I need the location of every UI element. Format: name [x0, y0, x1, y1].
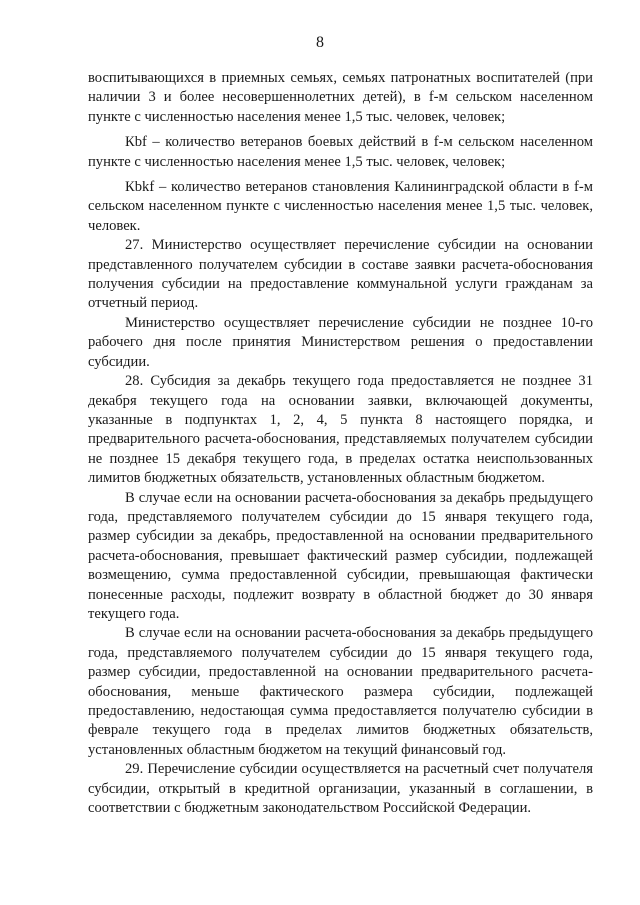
paragraph-kbkf-definition: Кbkf – количество ветеранов становления Калининградской области в f-м сельском населенном пункте с численностью населения менее 1,5 тыс. человек, человек.	[88, 179, 593, 234]
paragraph-shortfall-payment: В случае если на основании расчета-обоснования за декабрь предыдущего года, представляемого получателем субсидии до 15 января текущего года, размер субсидии, предоставленной на основании предварительного расчета-обоснования, меньше фактического размера субсидии, подлежащей предоставлению, недостающая сумма предоставляется получателю субсидии в феврале текущего года в пределах лимитов бюджетных обязательств, установленных областным бюджетом на текущий финансовый год.	[88, 625, 593, 758]
paragraph-excess-return: В случае если на основании расчета-обоснования за декабрь предыдущего года, представляемого получателем субсидии до 15 января текущего года, размер субсидии за декабрь, предоставленной на основании предварительного расчета-обоснования, превышает фактический размер субсидии, подлежащей возмещению, сумма предоставленной субсидии, превышающая фактически понесенные расходы, подлежит возврату в областной бюджет до 30 января текущего года.	[88, 489, 593, 622]
paragraph-item-29: 29. Перечисление субсидии осуществляется на расчетный счет получателя субсидии, открытый в кредитной организации, указанный в соглашении, в соответствии с бюджетным законодательством Российской Федерации.	[88, 761, 593, 817]
paragraph-continuation: воспитывающихся в приемных семьях, семьях патронатных воспитателей (при наличии 3 и более несовершеннолетних детей), в f-м сельском населенном пункте с численностью населения менее 1,5 тыс. человек, человек;	[88, 70, 593, 125]
document-body	[88, 69, 593, 818]
paragraph-item-28: 28. Субсидия за декабрь текущего года предоставляется не позднее 31 декабря текущего года на основании заявки, включающей документы, указанные в подпунктах 1, 2, 4, 5 пункта 8 настоящего порядка, и предварительного расчета-обоснования, представляемых получателем субсидии не позднее 15 декабря текущего года, в пределах остатка неиспользованных лимитов бюджетных обязательств, установленных областным бюджетом.	[88, 373, 593, 487]
paragraph-kbf-definition: Кbf – количество ветеранов боевых действий в f-м сельском населенном пункте с численностью населения менее 1,5 тыс. человек, человек;	[88, 134, 593, 170]
page-number: 8	[316, 34, 324, 51]
paragraph-transfer-deadline: Министерство осуществляет перечисление субсидии не позднее 10-го рабочего дня после принятия Министерством решения о предоставлении субсидии.	[88, 314, 593, 370]
paragraph-item-27: 27. Министерство осуществляет перечисление субсидии на основании представленного получателем субсидии в составе заявки расчета-обоснования получения субсидии на предоставление коммунальной услуги гражданам за отчетный период.	[88, 237, 593, 312]
